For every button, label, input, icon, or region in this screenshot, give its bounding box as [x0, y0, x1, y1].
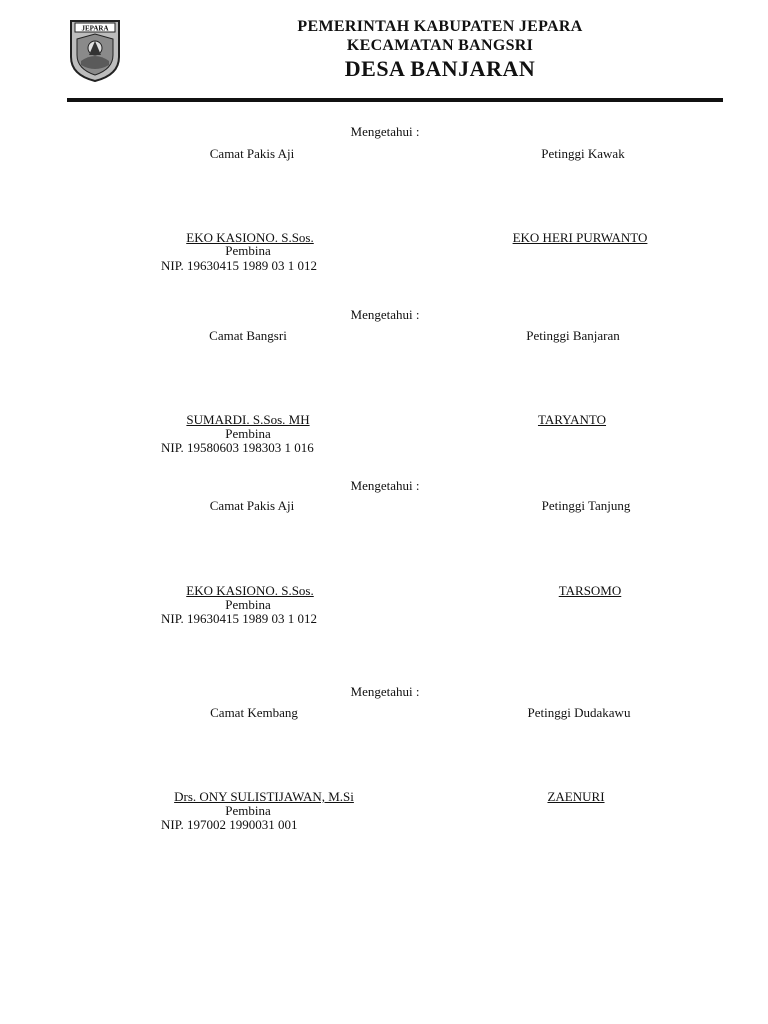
right-signatory-name: TARSOMO [558, 583, 622, 598]
left-signatory-name: SUMARDI. S.Sos. MH [186, 412, 310, 427]
mengetahui-label: Mengetahui : [350, 684, 420, 699]
header-government-title: PEMERINTAH KABUPATEN JEPARA [297, 18, 583, 35]
mengetahui-label: Mengetahui : [350, 124, 420, 139]
left-office-title: Camat Kembang [210, 705, 298, 720]
left-signatory-rank: Pembina [225, 243, 271, 258]
header-village-title: DESA BANJARAN [344, 56, 536, 81]
right-office-title: Petinggi Dudakawu [527, 705, 631, 720]
left-signatory-nip: NIP. 19580603 198303 1 016 [161, 440, 314, 455]
left-signatory-rank: Pembina [225, 426, 271, 441]
left-office-title: Camat Pakis Aji [209, 146, 295, 161]
left-signatory-name: EKO KASIONO. S.Sos. [186, 583, 314, 598]
mengetahui-label: Mengetahui : [350, 478, 420, 493]
left-signatory-rank: Pembina [225, 597, 271, 612]
left-signatory-name: EKO KASIONO. S.Sos. [186, 230, 314, 245]
right-office-title: Petinggi Tanjung [541, 498, 631, 513]
right-office-title: Petinggi Kawak [541, 146, 625, 161]
right-signatory-name: EKO HERI PURWANTO [512, 230, 648, 245]
left-office-title: Camat Pakis Aji [209, 498, 295, 513]
left-signatory-nip: NIP. 19630415 1989 03 1 012 [161, 258, 318, 273]
header-district-title: KECAMATAN BANGSRI [346, 37, 534, 54]
right-signatory-name: TARYANTO [537, 412, 607, 427]
svg-text:JEPARA: JEPARA [81, 24, 109, 33]
left-signatory-rank: Pembina [225, 803, 271, 818]
left-signatory-nip: NIP. 197002 1990031 001 [161, 817, 298, 832]
mengetahui-label: Mengetahui : [350, 307, 420, 322]
left-signatory-nip: NIP. 19630415 1989 03 1 012 [161, 611, 318, 626]
right-signatory-name: ZAENURI [547, 789, 605, 804]
right-office-title: Petinggi Banjaran [526, 328, 620, 343]
left-office-title: Camat Bangsri [209, 328, 287, 343]
left-signatory-name: Drs. ONY SULISTIJAWAN, M.Si [174, 789, 354, 804]
header-divider [67, 98, 723, 102]
jepara-emblem-logo [67, 17, 123, 83]
